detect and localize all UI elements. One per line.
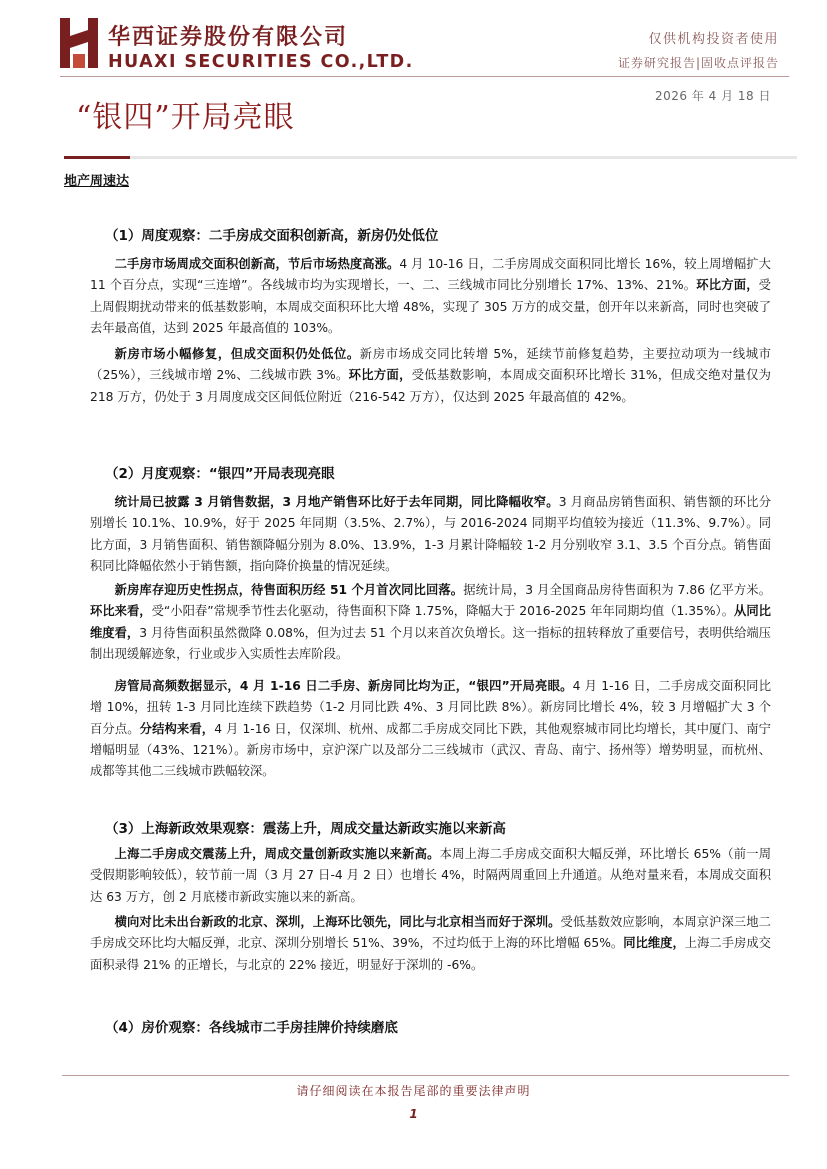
paragraph-text: 新房市场成交同比转增 5%，延续节前修复趋势，主要拉动项为一线城市（25%），三线城市增 2%、二线城市跌 3%。 <box>90 347 771 383</box>
section-heading-monthly: （2）月度观察：“银四”开局表现亮眼 <box>105 466 335 482</box>
paragraph-emphasis: 同比维度， <box>623 936 685 951</box>
paragraph-text: 受上周假期扰动带来的低基数影响，本周成交面积环比大增 48%，实现了 305 万方的成交量，创开年以来新高，同时也突破了去年最高值，达到 2025 年最高值的 103%。 <box>90 278 771 335</box>
paragraph-emphasis: 环比来看， <box>90 604 152 619</box>
report-type: 证券研究报告|固收点评报告 <box>617 56 779 70</box>
legal-disclaimer-note: 请仔细阅读在本报告尾部的重要法律声明 <box>296 1084 531 1098</box>
company-logo-icon <box>60 18 98 68</box>
paragraph-text: 据统计局，3 月全国商品房待售面积为 7.86 亿平方米。 <box>463 583 771 597</box>
paragraph-text: 3 月待售面积虽然微降 0.08%，但为过去 51 个月以来首次负增长。这一指标的扭转释放了重要信号，表明供给端压制出现缓解迹象，行业或步入实质性去库阶段。 <box>90 625 771 661</box>
section-heading-weekly: （1）周度观察：二手房成交面积创新高，新房仍处低位 <box>105 228 439 244</box>
report-title: “银四”开局亮眼 <box>76 100 295 135</box>
paragraph-emphasis: 环比方面， <box>348 368 412 383</box>
paragraph-lead: 新房库存迎历史性拐点，待售面积历经 51 个月首次同比回落。 <box>114 583 464 597</box>
section-label: 地产周速达 <box>64 174 130 189</box>
paragraph-text: 4 月 1-16 日，仅深圳、杭州、成都二手房成交同比下跌，其他观察城市同比均增长，其中厦门、南宁增幅明显（43%、121%）。新房市场中，京沪深广以及部分二三线城市（武汉、青岛、南宁、扬州等）增势明显，而杭州、成都等其他二三线城市跌幅较深。 <box>90 721 771 779</box>
paragraph-lead: 统计局已披露 3 月销售数据，3 月地产销售环比好于去年同期，同比降幅收窄。 <box>114 495 559 509</box>
paragraph <box>90 676 771 782</box>
paragraph-text: 受低基数效应影响，本周京沪深三地二手房成交环比均大幅反弹，北京、深圳分别增长 51%、39%，不过均低于上海的环比增幅 65%。 <box>90 915 771 951</box>
paragraph <box>90 492 771 577</box>
paragraph-lead: 房管局高频数据显示，4 月 1-16 日二手房、新房同比均为正，“银四”开局亮眼。 <box>114 679 573 693</box>
paragraph <box>90 344 771 408</box>
header-divider <box>60 76 789 77</box>
company-name-en: HUAXI SECURITIES CO.,LTD. <box>108 52 414 72</box>
audience-note: 仅供机构投资者使用 <box>648 32 779 47</box>
paragraph-text: 上海二手房成交面积录得 21% 的正增长，与北京的 22% 接近，明显好于深圳的 -6%。 <box>90 936 771 972</box>
paragraph-text: 4 月 1-16 日，二手房成交面积同比增 10%，扭转 1-3 月同比连续下跌趋势（1-2 月同比跌 4%、3 月同比跌 8%）。新房同比增长 4%，较 3 月增幅扩大 3 个百分点。 <box>90 679 771 736</box>
paragraph-emphasis: 环比方面， <box>696 278 759 293</box>
section-heading-shanghai: （3）上海新政效果观察：震荡上升，周成交量达新政实施以来新高 <box>105 821 506 837</box>
paragraph <box>90 254 771 339</box>
paragraph <box>90 844 771 908</box>
report-date: 2026 年 4 月 18 日 <box>654 89 771 103</box>
section-heading-prices: （4）房价观察：各线城市二手房挂牌价持续磨底 <box>105 1020 398 1036</box>
paragraph <box>90 912 771 976</box>
paragraph-emphasis: 分结构来看， <box>139 721 215 736</box>
title-divider <box>64 156 797 159</box>
paragraph-text: 4 月 10-16 日，二手房周成交面积同比增长 16%，较上周增幅扩大 11 个百分点，实现“三连增”。各线城市均为实现增长，一、二、三线城市同比分别增长 17%、13%、21%。 <box>90 257 771 293</box>
paragraph-lead: 上海二手房成交震荡上升，周成交量创新政实施以来新高。 <box>114 847 440 861</box>
paragraph-text: 受“小阳春”常规季节性去化驱动，待售面积下降 1.75%，降幅大于 2016-2025 年年同期均值（1.35%）。 <box>151 604 735 619</box>
company-name-cn: 华西证券股份有限公司 <box>108 25 349 50</box>
paragraph-text: 本周上海二手房成交面积大幅反弹，环比增长 65%（前一周受假期影响较低），较节前一周（3 月 27 日-4 月 2 日）也增长 4%，时隔两周重回上升通道。从绝对量来看，本周成交面积达 63 万方，创 2 月底楼市新政实施以来的新高。 <box>90 847 771 904</box>
paragraph-lead: 横向对比未出台新政的北京、深圳，上海环比领先，同比与北京相当而好于深圳。 <box>114 915 561 929</box>
paragraph-lead: 新房市场小幅修复，但成交面积仍处低位。 <box>114 347 360 361</box>
footer-divider <box>62 1075 789 1076</box>
page-number: 1 <box>409 1107 418 1121</box>
paragraph-text: 受低基数影响，本周成交面积环比增长 31%，但成交绝对量仅为 218 万方，仍处于 3 月周度成交区间低位附近（216-542 万方），仅达到 2025 年最高值的 42%。 <box>90 368 771 404</box>
paragraph <box>90 580 771 665</box>
paragraph-emphasis: 从同比维度看， <box>90 604 771 640</box>
paragraph-lead: 二手房市场周成交面积创新高，节后市场热度高涨。 <box>114 257 400 271</box>
paragraph-text: 3 月商品房销售面积、销售额的环比分别增长 10.1%、10.9%，好于 2025 年同期（3.5%、2.7%），与 2016-2024 同期平均值较为接近（11.3%、9.7%）。同比方面，3 月销售面积、销售额降幅分别为 8.0%、13.9%，1-3 月累计降幅较 1-2 月分别收窄 3.1、3.5 个百分点。销售面积同比降幅依然小于销售额，指向降价换量的情况延续。 <box>90 495 771 573</box>
